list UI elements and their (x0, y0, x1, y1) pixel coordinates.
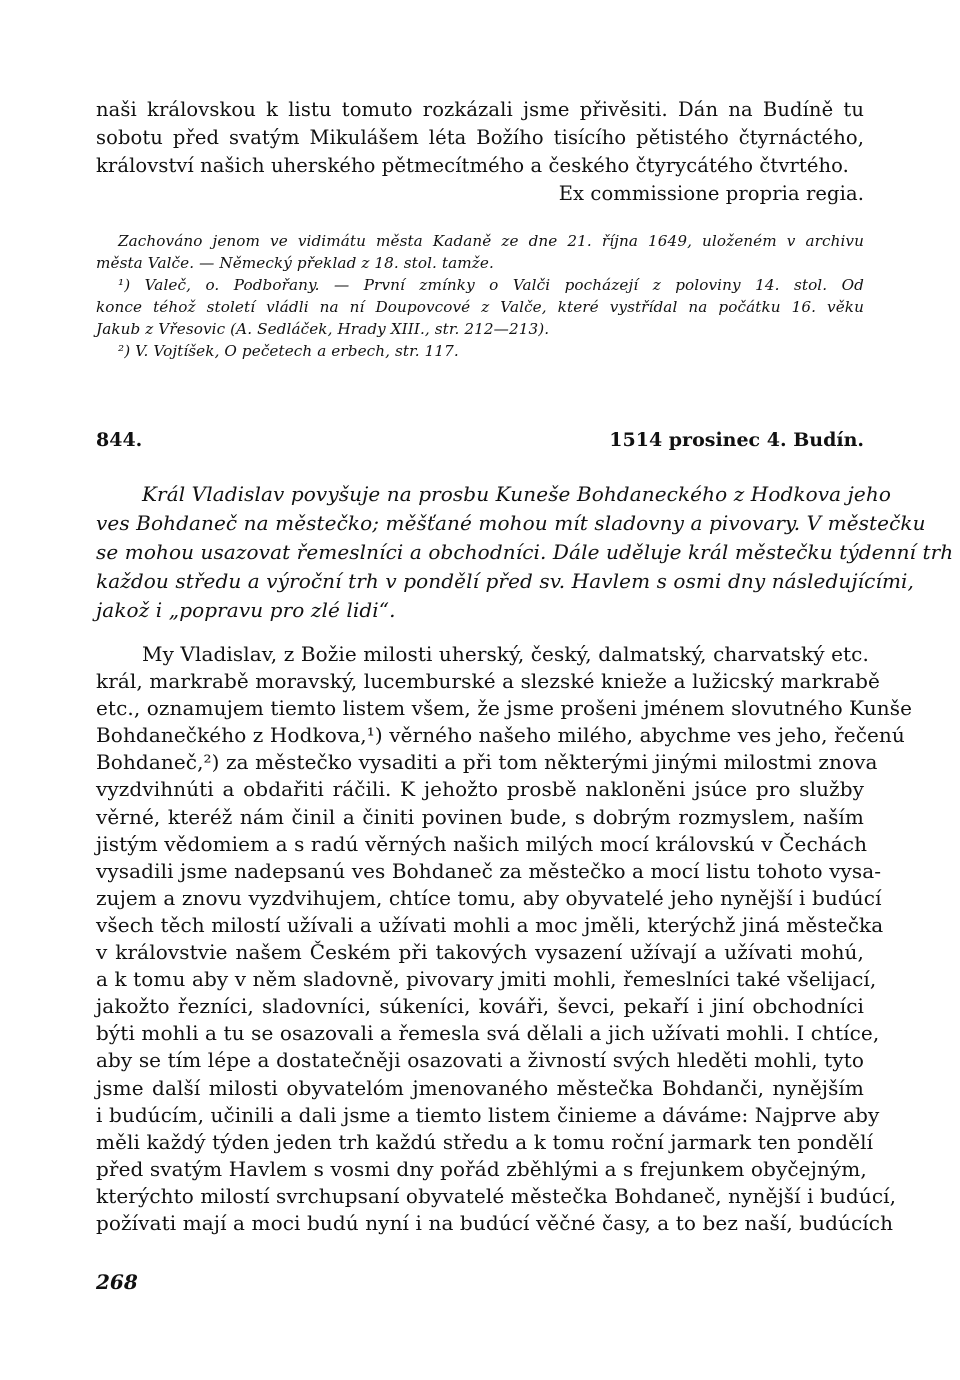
closing-formula: Ex commissione propria regia. (558, 182, 864, 205)
charter-body (96, 641, 913, 1237)
note-line: ²) V. Vojtíšek, O pečetech a erbech, str. 117. (118, 342, 459, 360)
archival-notes (96, 230, 864, 362)
body-line: etc., oznamujem tiemto listem všem, že jsme prošeni jménem slovutného Kunše (96, 696, 913, 721)
continuation-text (96, 96, 864, 208)
page-number: 268 (96, 1270, 138, 1294)
body-line: jistým vědomiem a s radú věrných našich milých mocí královskú v Čechách (96, 831, 868, 856)
body-line: požívati mají a moci budú nyní i na budúcí věčné časy, a to bez naší, budúcích (96, 1210, 894, 1235)
note-line: konce téhož století vládli na ní Doupovcové z Valče, které vystřídal na počátku 16. věku (96, 298, 864, 316)
body-line: My Vladislav, z Božie milosti uherský, český, dalmatský, charvatský etc. (142, 642, 869, 666)
document-header (96, 429, 864, 451)
body-line: kterýchto milostí svrchupsaní obyvatelé městečka Bohdaneč, nynější i budúcí, (96, 1183, 897, 1208)
body-line: věrné, kteréž nám činil a činiti povinen bude, s dobrým rozmyslem, naším (96, 804, 864, 829)
body-line: vyzdvihnúti a obdařiti ráčili. K jehožto prosbě nakloněni jsúce pro služby (96, 777, 864, 802)
text-line: naši královskou k listu tomuto rozkázali jsme přivěsiti. Dán na Budíně tu (96, 98, 864, 121)
regest-line: jakož i „popravu pro zlé lidi“. (96, 598, 396, 622)
body-line: aby se tím lépe a dostatečněji osazovati a živností svých hleděti mohli, tyto (96, 1048, 864, 1073)
note-line: Zachováno jenom ve vidimátu města Kadaně ze dne 21. října 1649, uloženém v archivu (118, 232, 864, 250)
body-line: vysadili jsme nadepsanú ves Bohdaneč za městečko a mocí listu tohoto vysa- (96, 858, 882, 883)
note-line: města Valče. — Německý překlad z 18. stol. tamže. (96, 254, 494, 272)
regest-line: ves Bohdaneč na městečko; měšťané mohou mít sladovny a pivovary. V městečku (96, 511, 926, 535)
body-line: měli každý týden jeden trh každú středu a k tomu roční jarmark ten pondělí (96, 1129, 874, 1154)
regest-summary (96, 480, 954, 625)
body-line: zujem a znovu vyzdvihujem, chtíce tomu, aby obyvatelé jeho nynější i budúcí (96, 885, 882, 910)
regest-line: Král Vladislav povyšuje na prosbu Kuneše Bohdaneckého z Hodkova jeho (142, 482, 891, 506)
text-line: sobotu před svatým Mikulášem léta Božího tisícího pětistého čtyrnáctého, (96, 126, 864, 149)
body-line: jakožto řezníci, sladovníci, súkeníci, kováři, ševci, pekaří i jiní obchodníci (96, 994, 864, 1019)
document-number: 844. (96, 429, 143, 451)
body-line: před svatým Havlem s vosmi dny pořád zběhlými a s frejunkem obyčejným, (96, 1156, 867, 1181)
body-line: Bohdaneč,²) za městečko vysaditi a při tom některými jinými milostmi znova (96, 750, 878, 775)
document-date-place: 1514 prosinec 4. Budín. (609, 429, 864, 451)
note-line: Jakub z Vřesovic (A. Sedláček, Hrady XIII., str. 212—213). (96, 320, 550, 338)
regest-line: každou středu a výroční trh v pondělí před sv. Havlem s osmi dny následujícími, (96, 569, 914, 593)
body-line: i budúcím, učinili a dali jsme a tiemto listem činieme a dáváme: Najprve aby (96, 1102, 880, 1127)
text-line: království našich uherského pětmecítmého a českého čtyrycátého čtvrtého. (96, 154, 849, 177)
body-line: jsme další milosti obyvatelóm jmenovaného městečka Bohdanči, nynějším (96, 1075, 864, 1100)
regest-line: se mohou usazovat řemeslníci a obchodníci. Dále uděluje král městečku týdenní trh (96, 540, 954, 564)
body-line: býti mohli a tu se osazovali a řemesla svá dělali a jich užívati mohli. I chtíce, (96, 1021, 880, 1046)
body-line: král, markrabě moravský, lucemburské a slezské knieže a lužicský markrabě (96, 669, 880, 694)
body-line: a k tomu aby v něm sladovně, pivovary jmiti mohli, řemeslníci také všelijací, (96, 967, 877, 992)
note-line: ¹) Valeč, o. Podbořany. — První zmínky o Valči pocházejí z poloviny 14. stol. Od (118, 276, 864, 294)
body-line: v královstvie našem Českém při takových vysazení užívají a užívati mohú, (96, 940, 864, 965)
body-line: všech těch milostí užívali a užívati mohli a moc jměli, kterýchž jiná městečka (96, 912, 884, 937)
body-line: Bohdanečkého z Hodkova,¹) věrného našeho milého, abychme ves jeho, řečenú (96, 723, 905, 748)
